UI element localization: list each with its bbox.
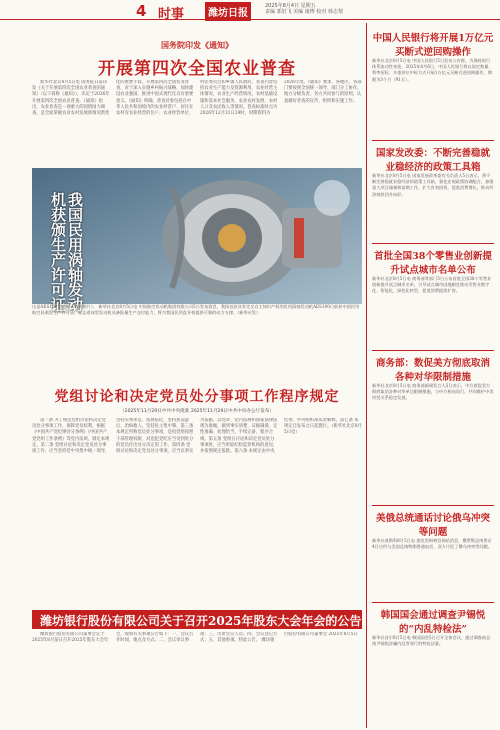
lead-headline: 开展第四次全国农业普查 [98,59,296,79]
right-article-1-body: 新华社北京8月5日电 中国人民银行5日发布公告称，为保持银行体系流动性充裕，2025年8月6日，中国人民银行将以固定数量、利率招标、多重价位中标方式开展1万亿元买断式逆回购操作，期限为3个月（91天）。 [372,58,493,82]
bank-notice-title: 潍坊银行股份有限公司关于召开2025年股东大会年会的公告 [40,614,362,628]
right-article-6-body: 新华社首尔8月5日电 韩国国会5日召开全体会议，通过调查前总统尹锡悦涉嫌内乱等罪行的特检法案。 [372,635,491,647]
right-article-1-title: 中国人民银行将开展1万亿元买断式逆回购操作 [372,33,494,58]
right-article-5-title: 美俄总统通话讨论俄乌冲突等问题 [375,513,490,538]
right-article-3-title: 首批全国38个零售业创新提升试点城市名单公布 [374,251,492,276]
bank-notice-body [32,632,362,728]
right-divider [372,505,494,506]
photo-headline: 我国民用涡轴发动机获颁生产许可证 [49,192,84,312]
right-article-2-body: 新华社北京8月5日电 国家发展改革委有关负责人5日表示，将不断完善稳就业稳经济的政策工具箱，强化宏观政策协调配合，加强重大项目储备和前期工作，扩大有效投资，促进消费增长，推动经济持续回升向好。 [372,173,494,197]
regulation-body-text: 第一条 为了规范党组讨论和决定党员处分事项工作，保障党员权利，根据《中国共产党纪律处分条例》《中国共产党党组工作条例》等党内法规，制定本规定。第二条 党组讨论和决定党员处分事项工作，应当坚持党中央集中统一领导，坚持实事求是、依规依纪，坚持惩前毖后、治病救人，坚持民主集中制。第三条 本规定所称党员处分事项，是指党组按照干部管理权限，对违犯党纪应当受到处分的党员作出处分决定的工作。第四条 党组讨论和决定党员处分事项，应当以事实为依据，以党章、党内法规和国家法律法规为准绳，做到事实清楚、证据确凿、定性准确、处理恰当、手续完备、程序合规。第五条 党组在讨论和决定党员处分事项时，应当听取纪检监察机构的意见，并按照规定报批。第六条 本规定由中央纪委、中央组织部负责解释。第七条 本规定自发布之日起施行。（新华社北京8月5日电） [32,418,362,455]
lead-article-body [32,80,362,166]
right-article-5-body: 新华社莫斯科8月5日电 据克里姆林宫网站消息，俄罗斯总统普京4日应约与美国总统特朗普通电话，双方讨论了俄乌冲突等问题。 [372,538,492,550]
right-divider [372,602,494,603]
page-number: 4 [136,2,147,20]
right-divider [372,140,494,141]
right-article-2-title: 国家发改委：不断完善稳就业稳经济的政策工具箱 [375,148,490,173]
right-article-6-title: 韩国国会通过调查尹锡悦的“内乱特检法” [380,610,486,635]
right-article-4-title: 商务部：数促美方彻底取消各种对华限制措施 [375,358,490,383]
column-divider [366,23,367,728]
right-article-4-body: 新华社北京8月5日电 商务部新闻发言人5日表示，中方敦促美方彻底取消各种对华单边限制措施，与中方相向而行，共同维护中美经贸关系稳定发展。 [372,383,494,401]
regulation-body [32,418,362,606]
right-article-3-body: 新华社北京8月5日电 商务部等部门5日公布首批全国38个零售业创新提升试点城市名单，引导试点城市因地制宜推动零售业数字化、智能化、绿色化转型，促进消费提质扩容。 [372,276,492,294]
page-header [0,0,500,20]
photo-caption: 这是AES100发动机（资料照片）。 新华社北京8月5日电 中国航空发动机集团有限公司5日发布消息，我国首款具有完全自主知识产权的民用涡轴发动机AES100日前获中国民用航空局颁发生产许可证，标志着该型发动机具备批量生产交付能力，将为我国民用直升机提供可靠的动力支撑。（新华社发） [32,304,360,315]
bank-notice-text: 潍坊银行股份有限公司董事会定于2025年8月某日召开2025年股东大会年会，现将有关事项公告如下：一、会议召开时间、地点及方式；二、会议审议事项；三、出席会议人员；四、会议登记方式；五、其他事项。特此公告。 潍坊银行股份有限公司董事会 2025年8月5日 [32,632,358,644]
right-divider [372,350,494,351]
header-editors: 责编 郭旧飞 美编 康博 校对 韩志梨 [265,9,343,15]
regulation-subtitle: （2025年11月29日中共中央批准 2025年11月29日中共中央办公厅发布） [120,409,274,414]
header-info [265,3,343,15]
lead-body-text: 新华社北京8月5日电 国务院日前印发《关于开展第四次全国农业普查的通知》（以下简称《通知》），决定于2026年开展第四次全国农业普查。《通知》指出，农业普查是一项重大的国情国力调查，是全面掌握农业农村发展新情况新变化的重要手段。开展第四次全国农业普查，对于深入实施乡村振兴战略、加快建设农业强国、推进中国式现代化具有重要意义。《通知》明确，普查对象包括在中华人民共和国境内的农业经营户、居住在农村有农业经营的住户、农业经营单位、村民委员会和乡镇人民政府。普查内容包括农业生产能力及资源利用、农业经营主体情况、农业生产经营情况、农村基础设施和基本社会服务、农业农村发展、农村人口及农民收入等情况。普查标准时点为2026年12月31日24时，时期资料为2026年度。《通知》要求，各地区、各部门要按照全国统一领导、部门分工协作、地方分级负责、各方共同参与的原则，认真做好普查的宣传、组织和实施工作。 [32,80,362,117]
right-divider [372,243,494,244]
regulation-headline: 党组讨论和决定党员处分事项工作程序规定 [54,389,340,405]
bank-notice-banner [32,610,362,629]
header-date: 2025年8月4日 星期五 [265,3,316,9]
newspaper-logo: 潍坊日报 [205,2,251,21]
lead-eyebrow: 国务院印发《通知》 [161,41,233,50]
section-name: 时事 [158,7,185,22]
